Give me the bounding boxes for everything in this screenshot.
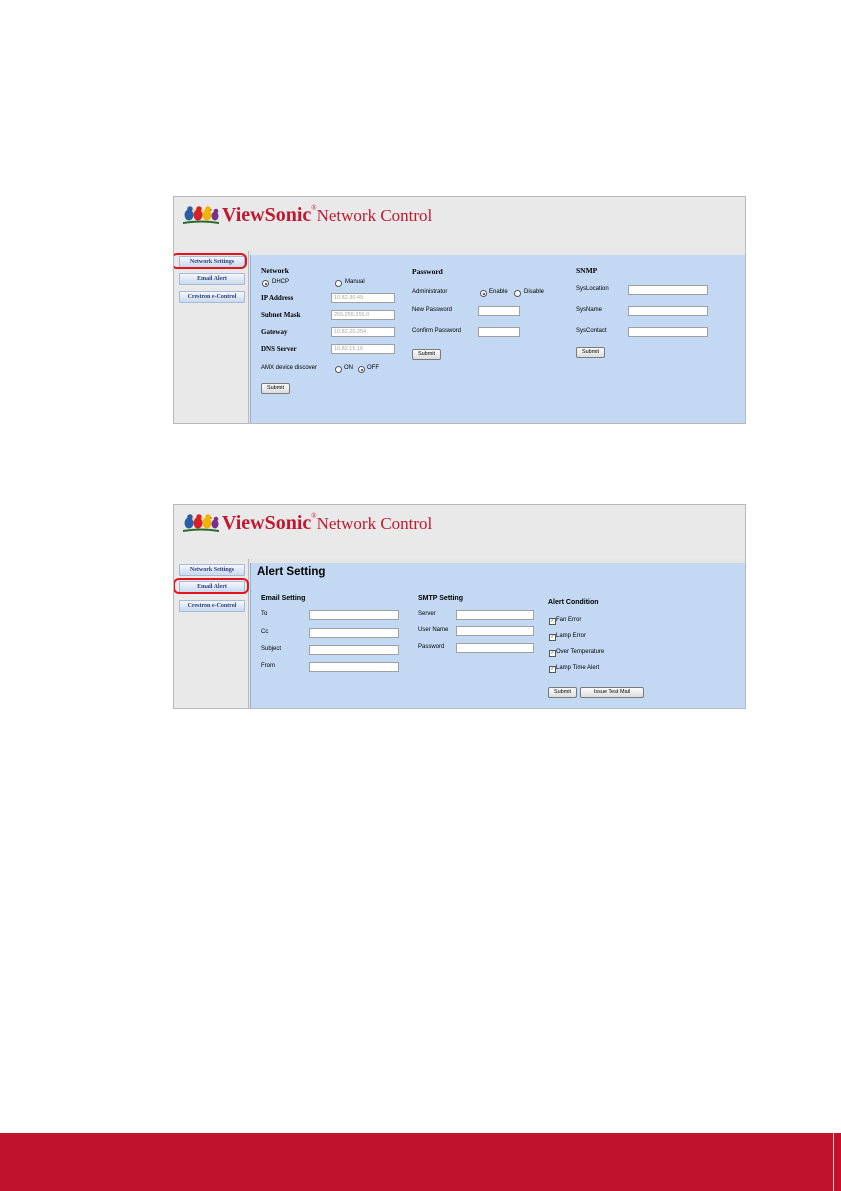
sysname-label: SysName (576, 307, 603, 313)
lamp-time-alert-label: Lamp Time Alert (556, 665, 600, 671)
gateway-field[interactable]: 10.82.20.254 (331, 327, 395, 337)
new-password-label: New Password (412, 307, 453, 313)
brand-title (222, 204, 432, 227)
alert-setting-panel (250, 563, 745, 708)
network-settings-panel (250, 255, 745, 423)
to-label: To (261, 611, 268, 617)
over-temperature-label: Over Temperature (556, 649, 605, 655)
alert-condition-title: Alert Condition (548, 599, 599, 606)
amx-on-radio[interactable] (335, 366, 342, 373)
snmp-submit-button[interactable]: Submit (576, 347, 605, 358)
amx-off-radio[interactable] (358, 366, 365, 373)
sysname-field[interactable] (628, 306, 708, 316)
disable-label: Disable (524, 289, 545, 295)
issue-test-mail-button[interactable]: Issue Test Mail (580, 687, 644, 698)
enable-label: Enable (489, 289, 508, 295)
dhcp-radio[interactable] (262, 280, 269, 287)
highlight-ring (173, 578, 249, 594)
dhcp-label: DHCP (272, 279, 290, 285)
subnet-mask-field[interactable]: 255.255.255.0 (331, 310, 395, 320)
lamp-error-checkbox[interactable]: ✓ (550, 634, 555, 640)
subject-label: Subject (261, 646, 282, 652)
footer-divider (833, 1133, 834, 1191)
syscontact-field[interactable] (628, 327, 708, 337)
smtp-password-label: Password (418, 644, 445, 650)
nav-crestron-control[interactable]: Crestron e-Control (179, 600, 245, 612)
dns-server-field[interactable]: 10.82.15.16 (331, 344, 395, 354)
fan-error-label: Fan Error (556, 617, 582, 623)
disable-radio[interactable] (514, 290, 521, 297)
amx-on-label: ON (344, 365, 353, 371)
password-section-title: Password (412, 267, 443, 276)
from-field[interactable] (309, 662, 399, 672)
network-settings-screenshot (173, 196, 746, 424)
ip-address-label: IP Address (261, 294, 294, 302)
password-submit-button[interactable]: Submit (412, 349, 441, 360)
amx-discover-label: AMX device discover (261, 365, 318, 371)
lamp-time-alert-checkbox[interactable]: ✓ (550, 666, 555, 672)
syscontact-label: SysContact (576, 328, 607, 334)
brand-name: ViewSonic (222, 512, 312, 534)
nav-network-settings[interactable]: Network Settings (179, 256, 245, 268)
server-field[interactable] (456, 610, 534, 620)
new-password-field[interactable] (478, 306, 520, 316)
confirm-password-label: Confirm Password (412, 328, 462, 334)
to-field[interactable] (309, 610, 399, 620)
brand-title (222, 512, 432, 535)
cc-label: Cc (261, 629, 269, 635)
user-name-label: User Name (418, 627, 449, 633)
fan-error-checkbox[interactable]: ✓ (550, 618, 555, 624)
amx-off-label: OFF (367, 365, 379, 371)
highlight-ring (173, 253, 247, 269)
manual-radio[interactable] (335, 280, 342, 287)
product-name: Network Control (316, 514, 433, 533)
manual-label: Manual (345, 279, 365, 285)
cc-field[interactable] (309, 628, 399, 638)
subject-field[interactable] (309, 645, 399, 655)
footer-band (0, 1133, 841, 1191)
brand-name: ViewSonic (222, 204, 312, 226)
nav-email-alert[interactable]: Email Alert (179, 273, 245, 285)
smtp-setting-title: SMTP Setting (418, 595, 463, 602)
subnet-mask-label: Subnet Mask (261, 311, 301, 319)
syslocation-field[interactable] (628, 285, 708, 295)
product-name: Network Control (316, 206, 433, 225)
sidebar (174, 251, 249, 423)
email-alert-screenshot (173, 504, 746, 709)
from-label: From (261, 663, 275, 669)
over-temperature-checkbox[interactable]: ✓ (550, 650, 555, 656)
ip-address-field[interactable]: 10.82.30.49 (331, 293, 395, 303)
birds-logo-icon (182, 204, 220, 226)
header-bar (174, 505, 745, 559)
alert-setting-title: Alert Setting (257, 566, 326, 578)
dns-server-label: DNS Server (261, 345, 297, 353)
user-name-field[interactable] (456, 626, 534, 636)
email-setting-title: Email Setting (261, 595, 306, 602)
brand-tm: ® (311, 512, 317, 520)
nav-email-alert[interactable]: Email Alert (179, 581, 245, 593)
enable-radio[interactable] (480, 290, 487, 297)
server-label: Server (418, 611, 436, 617)
gateway-label: Gateway (261, 328, 288, 336)
confirm-password-field[interactable] (478, 327, 520, 337)
brand-tm: ® (311, 204, 317, 212)
network-section-title: Network (261, 266, 289, 275)
nav-network-settings[interactable]: Network Settings (179, 564, 245, 576)
lamp-error-label: Lamp Error (556, 633, 587, 639)
network-submit-button[interactable]: Submit (261, 383, 290, 394)
birds-logo-icon (182, 512, 220, 534)
nav-crestron-control[interactable]: Crestron e-Control (179, 291, 245, 303)
snmp-section-title: SNMP (576, 266, 598, 275)
administrator-label: Administrator (412, 289, 448, 295)
header-bar (174, 197, 745, 251)
alert-submit-button[interactable]: Submit (548, 687, 577, 698)
syslocation-label: SysLocation (576, 286, 609, 292)
smtp-password-field[interactable] (456, 643, 534, 653)
